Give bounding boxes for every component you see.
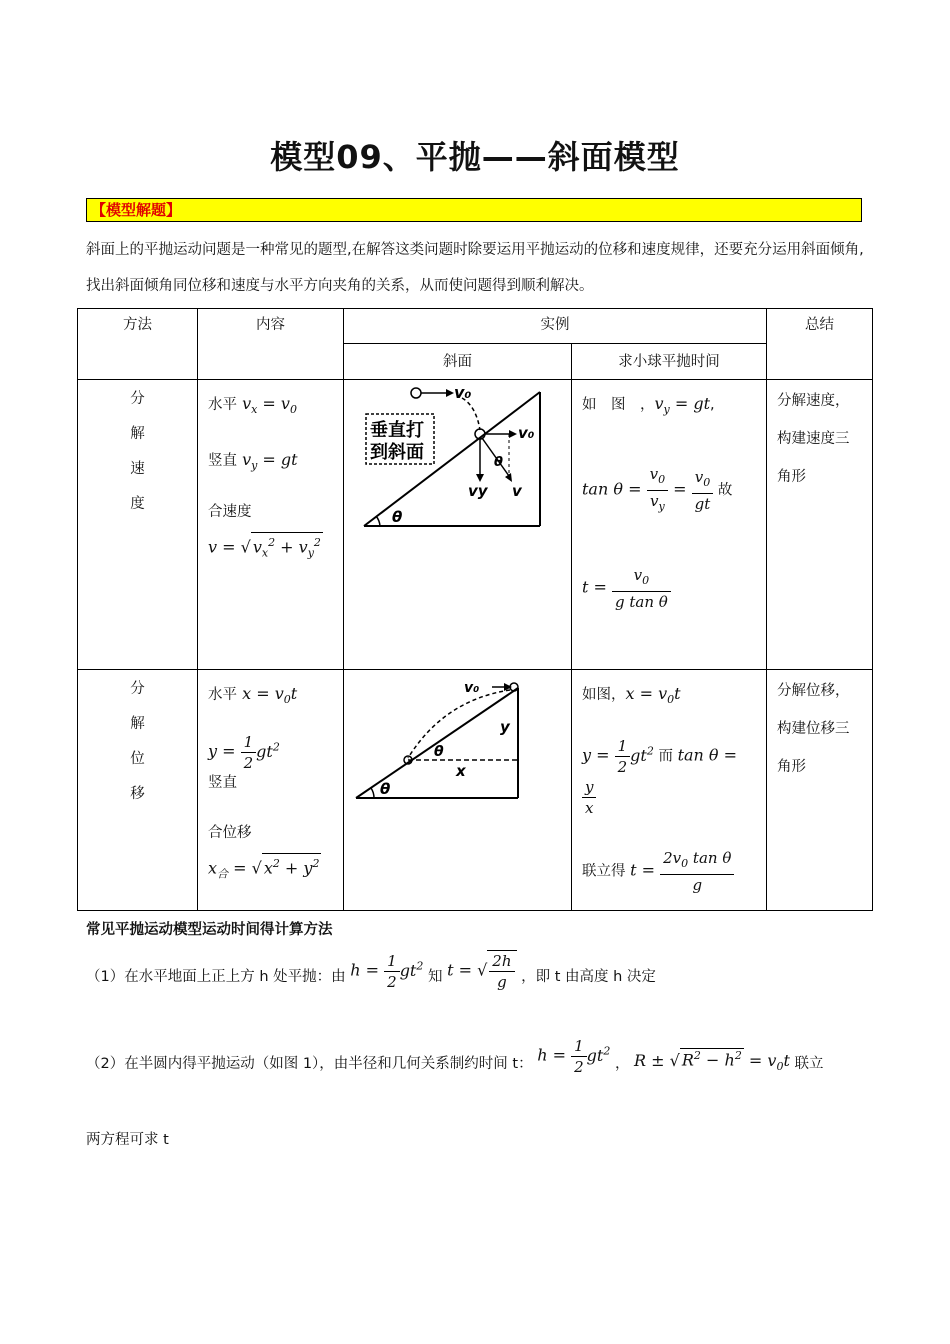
header-content: 内容	[197, 308, 344, 380]
line1-h-formula: h = $\frac{1}{2}$ $gt^2$	[350, 952, 424, 991]
header-summary: 总结	[766, 308, 873, 380]
row1-resultant-label: 合速度	[208, 504, 252, 521]
line1-a: （1）在水平地面上正上方 h 处平抛：由	[86, 969, 346, 985]
row2-ex-y: y = $\frac{1}{2}$ $gt^2$ 而 tan θ = $\frac{y}{x}$	[582, 737, 738, 818]
svg-text:v₀: v₀	[518, 424, 535, 442]
row2-resultant-label: 合位移	[208, 825, 252, 842]
row1-gu: 故	[717, 482, 733, 499]
row2-s-formula: $x_合$ = √ $x^2 + y^2$	[208, 853, 333, 885]
line2-h-formula: h = $\frac{1}{2}$ $gt^2$	[537, 1037, 611, 1076]
header-example: 实例	[343, 308, 767, 344]
row1-v-formula: v = √ $v_x^2 + v_y^2$	[208, 532, 333, 564]
line2-r-formula: R ± √ $R^2 - h^2 = v_0t$	[634, 1049, 790, 1073]
row1-vy-formula: $v_y$ = gt	[237, 450, 298, 473]
fig-text2: 到斜面	[370, 442, 424, 463]
row2-figure-cell	[343, 669, 572, 911]
row2-vertical-label: 竖直	[208, 775, 237, 792]
line1-c: ，即 t 由高度 h 决定	[521, 969, 656, 985]
velocity-slope-diagram	[344, 380, 573, 671]
line2-a: （2）在半圆内得平抛运动（如图 1），由半径和几何关系制约时间 t：	[86, 1056, 533, 1072]
line2	[86, 1036, 824, 1076]
row1-summary: 分解速度，构建速度三角形	[766, 379, 873, 670]
row1-figure-cell	[343, 379, 572, 670]
svg-text:v₀: v₀	[454, 383, 472, 402]
row2-er: 而	[658, 748, 673, 765]
row1-t-formula: t = $\frac{v_0}{\text{g tan θ}}$	[582, 565, 756, 612]
row2-y-formula: y =	[208, 741, 241, 761]
row2-summary: 分解位移，构建位移三角形	[766, 669, 873, 911]
page-title: 模型09、平抛——斜面模型	[270, 138, 680, 176]
row1-vertical-label: 竖直	[208, 453, 237, 470]
row2-ex-t: 联立得 t = $\frac{2v_0 \tan \theta}{g}$	[582, 848, 756, 895]
svg-text:x: x	[456, 762, 466, 780]
row1-method-text: 分解速度	[130, 391, 145, 512]
intro-paragraph: 斜面上的平抛运动问题是一种常见的题型,在解答这类问题时除要运用平抛运动的位移和速度规律，还要充分运用斜面倾角,找出斜面倾角同位移和速度与水平方向夹角的关系，从而使问题得到顺利解决。	[86, 242, 864, 294]
line1-b: 知	[427, 969, 443, 985]
row2-content: 水平 $x = v_0t$ y = $\frac{1}{2}$ $gt^2$ 竖直 合位移 $x_合$ = √ $x^2 + y^2$	[197, 669, 344, 911]
section-header: 【模型解题】	[86, 198, 862, 222]
row2-method-text: 分解位移	[130, 681, 145, 802]
line1	[86, 950, 656, 991]
svg-text:y: y	[500, 718, 510, 736]
model-table	[77, 308, 873, 911]
svg-text:v₀: v₀	[464, 680, 480, 696]
line2-c: 联立	[794, 1056, 824, 1072]
svg-text:θ: θ	[392, 508, 403, 526]
svg-text:θ: θ	[380, 780, 391, 798]
svg-text:θ: θ	[494, 455, 503, 470]
row2-horizontal-label: 水平	[208, 687, 237, 703]
row1-content	[197, 379, 344, 670]
line3: 两方程可求 t	[86, 1132, 169, 1148]
row1-ex-prefix: 如 图 ，	[582, 397, 655, 413]
summary-title: 常见平抛运动模型运动时间得计算方法	[86, 922, 333, 938]
header-slope: 斜面	[343, 343, 572, 380]
line1-t-formula: t = √ $\frac{2h}{g}$	[447, 950, 516, 992]
row1-example: 如 图 ，$v_y$ = gt, tan θ = $\frac{v_0}{v_y}$ = $\frac{v_0}{gt}$ 故 t = $\frac{v_0}{\text{g tan θ}}$	[571, 379, 767, 670]
row1-tan-formula: tan θ = $\frac{v_0}{v_y}$ = $\frac{v_0}{gt}$ 故	[582, 465, 733, 514]
row2-example	[571, 669, 767, 911]
header-method: 方法	[77, 308, 198, 380]
svg-text:θ: θ	[434, 744, 444, 760]
row2-lian: 联立得	[582, 863, 626, 880]
svg-text:vy: vy	[468, 482, 488, 500]
row1-horizontal-label: 水平	[208, 397, 237, 413]
row2-ex-prefix: 如图，	[582, 687, 626, 703]
row1-ex-vy: $v_y$ = gt	[654, 394, 711, 417]
row2-x-formula: $x = v_0t$	[237, 684, 298, 707]
row1-method	[77, 379, 198, 670]
row2-ex-x: $x = v_0t$	[625, 684, 681, 707]
line2-b: ，	[614, 1056, 630, 1072]
row1-vx-formula: $v_x = v_0$	[237, 394, 297, 417]
fig-text1: 垂直打	[370, 420, 424, 441]
svg-text:v: v	[512, 482, 522, 500]
row2-method	[77, 669, 198, 911]
displacement-slope-diagram	[344, 670, 573, 912]
header-time: 求小球平抛时间	[571, 343, 767, 380]
